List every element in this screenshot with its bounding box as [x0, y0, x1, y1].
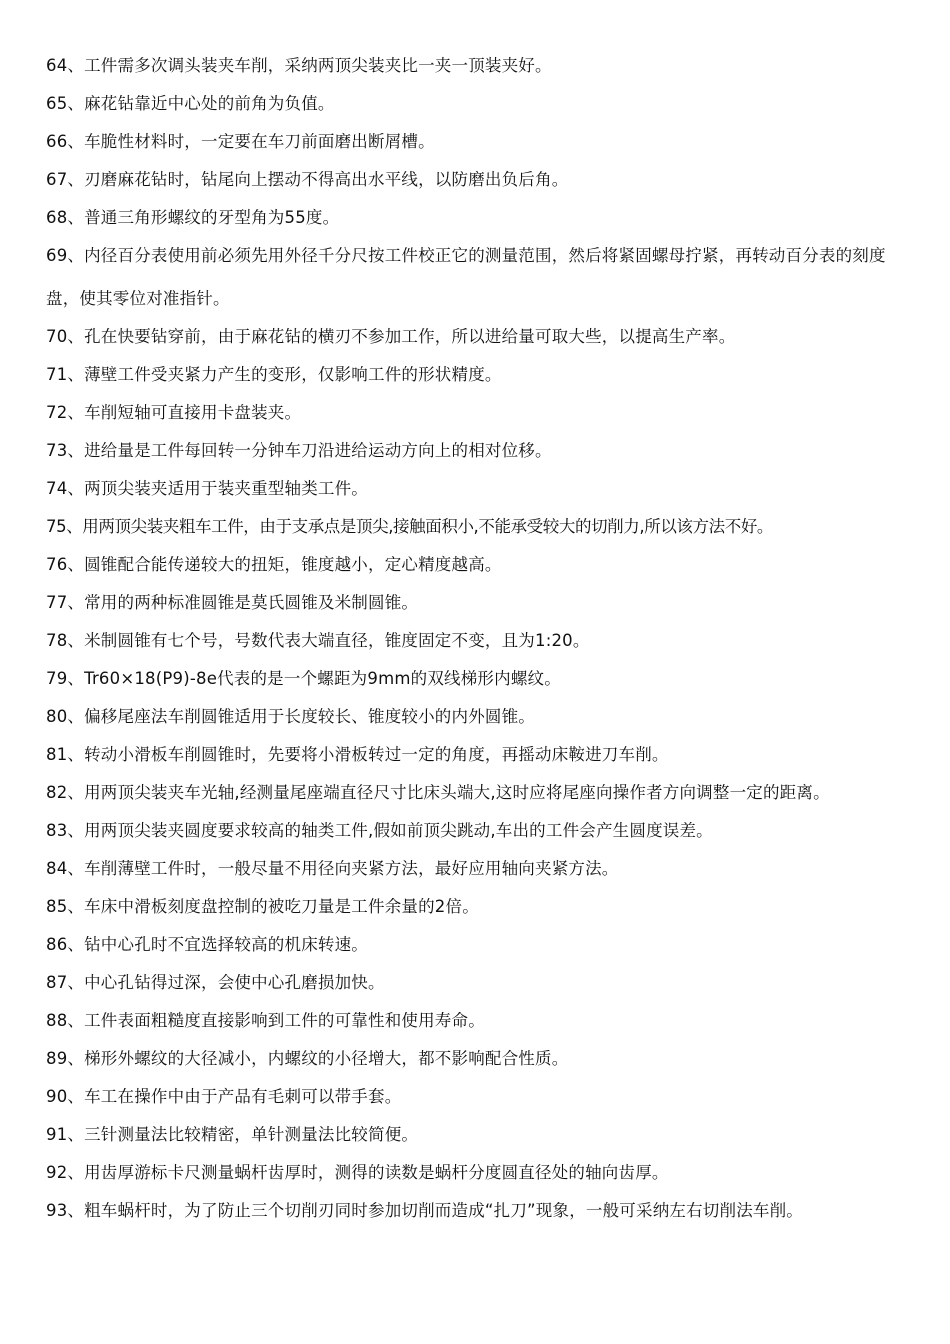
question-list: [46, 47, 912, 1230]
list-item: 91、三针测量法比较精密，单针测量法比较简便。: [46, 1125, 419, 1144]
list-item: 83、用两顶尖装夹圆度要求较高的轴类工件,假如前顶尖跳动,车出的工件会产生圆度误差。: [46, 821, 713, 840]
list-item: 69、内径百分表使用前必须先用外径千分尺按工件校正它的测量范围，然后将紧固螺母拧紧，再转动百分表的刻度盘，使其零位对准指针。: [46, 246, 886, 308]
list-item: 74、两顶尖装夹适用于装夹重型轴类工件。: [46, 479, 368, 498]
list-item: 64、工件需多次调头装夹车削，采纳两顶尖装夹比一夹一顶装夹好。: [46, 56, 552, 75]
list-item: 82、用两顶尖装夹车光轴,经测量尾座端直径尺寸比床头端大,这时应将尾座向操作者方向调整一定的距离。: [46, 783, 830, 802]
list-item: 68、普通三角形螺纹的牙型角为55度。: [46, 208, 340, 227]
list-item: 73、进给量是工件每回转一分钟车刀沿进给运动方向上的相对位移。: [46, 441, 552, 460]
list-item: 72、车削短轴可直接用卡盘装夹。: [46, 403, 302, 422]
list-item: 66、车脆性材料时，一定要在车刀前面磨出断屑槽。: [46, 132, 435, 151]
list-item: 90、车工在操作中由于产品有毛刺可以带手套。: [46, 1087, 402, 1106]
list-item: 86、钻中心孔时不宜选择较高的机床转速。: [46, 935, 368, 954]
list-item: 84、车削薄壁工件时，一般尽量不用径向夹紧方法，最好应用轴向夹紧方法。: [46, 859, 619, 878]
list-item: 79、Tr60×18(P9)-8e代表的是一个螺距为9mm的双线梯形内螺纹。: [46, 669, 561, 688]
list-item: 89、梯形外螺纹的大径减小，内螺纹的小径增大，都不影响配合性质。: [46, 1049, 569, 1068]
list-item: 87、中心孔钻得过深，会使中心孔磨损加快。: [46, 973, 385, 992]
list-item: 76、圆锥配合能传递较大的扭矩，锥度越小，定心精度越高。: [46, 555, 502, 574]
list-item: 70、孔在快要钻穿前，由于麻花钻的横刃不参加工作，所以进给量可取大些，以提高生产率。: [46, 327, 736, 346]
list-item: 85、车床中滑板刻度盘控制的被吃刀量是工件余量的2倍。: [46, 897, 479, 916]
list-item: 67、刃磨麻花钻时，钻尾向上摆动不得高出水平线，以防磨出负后角。: [46, 170, 569, 189]
list-item: 93、粗车蜗杆时，为了防止三个切削刃同时参加切削而造成“扎刀”现象，一般可采纳左右切削法车削。: [46, 1201, 803, 1220]
list-item: 77、常用的两种标准圆锥是莫氏圆锥及米制圆锥。: [46, 593, 419, 612]
list-item: 88、工件表面粗糙度直接影响到工件的可靠性和使用寿命。: [46, 1011, 485, 1030]
list-item: 78、米制圆锥有七个号，号数代表大端直径，锥度固定不变，且为1:20。: [46, 631, 590, 650]
list-item: 65、麻花钻靠近中心处的前角为负值。: [46, 94, 335, 113]
list-item: 71、薄壁工件受夹紧力产生的变形，仅影响工件的形状精度。: [46, 365, 502, 384]
list-item: 75、用两顶尖装夹粗车工件，由于支承点是顶尖,接触面积小,不能承受较大的切削力,所以该方法不好。: [46, 517, 774, 536]
list-item: 92、用齿厚游标卡尺测量蜗杆齿厚时，测得的读数是蜗杆分度圆直径处的轴向齿厚。: [46, 1163, 669, 1182]
list-item: 81、转动小滑板车削圆锥时，先要将小滑板转过一定的角度，再摇动床鞍进刀车削。: [46, 745, 669, 764]
list-item: 80、偏移尾座法车削圆锥适用于长度较长、锥度较小的内外圆锥。: [46, 707, 535, 726]
